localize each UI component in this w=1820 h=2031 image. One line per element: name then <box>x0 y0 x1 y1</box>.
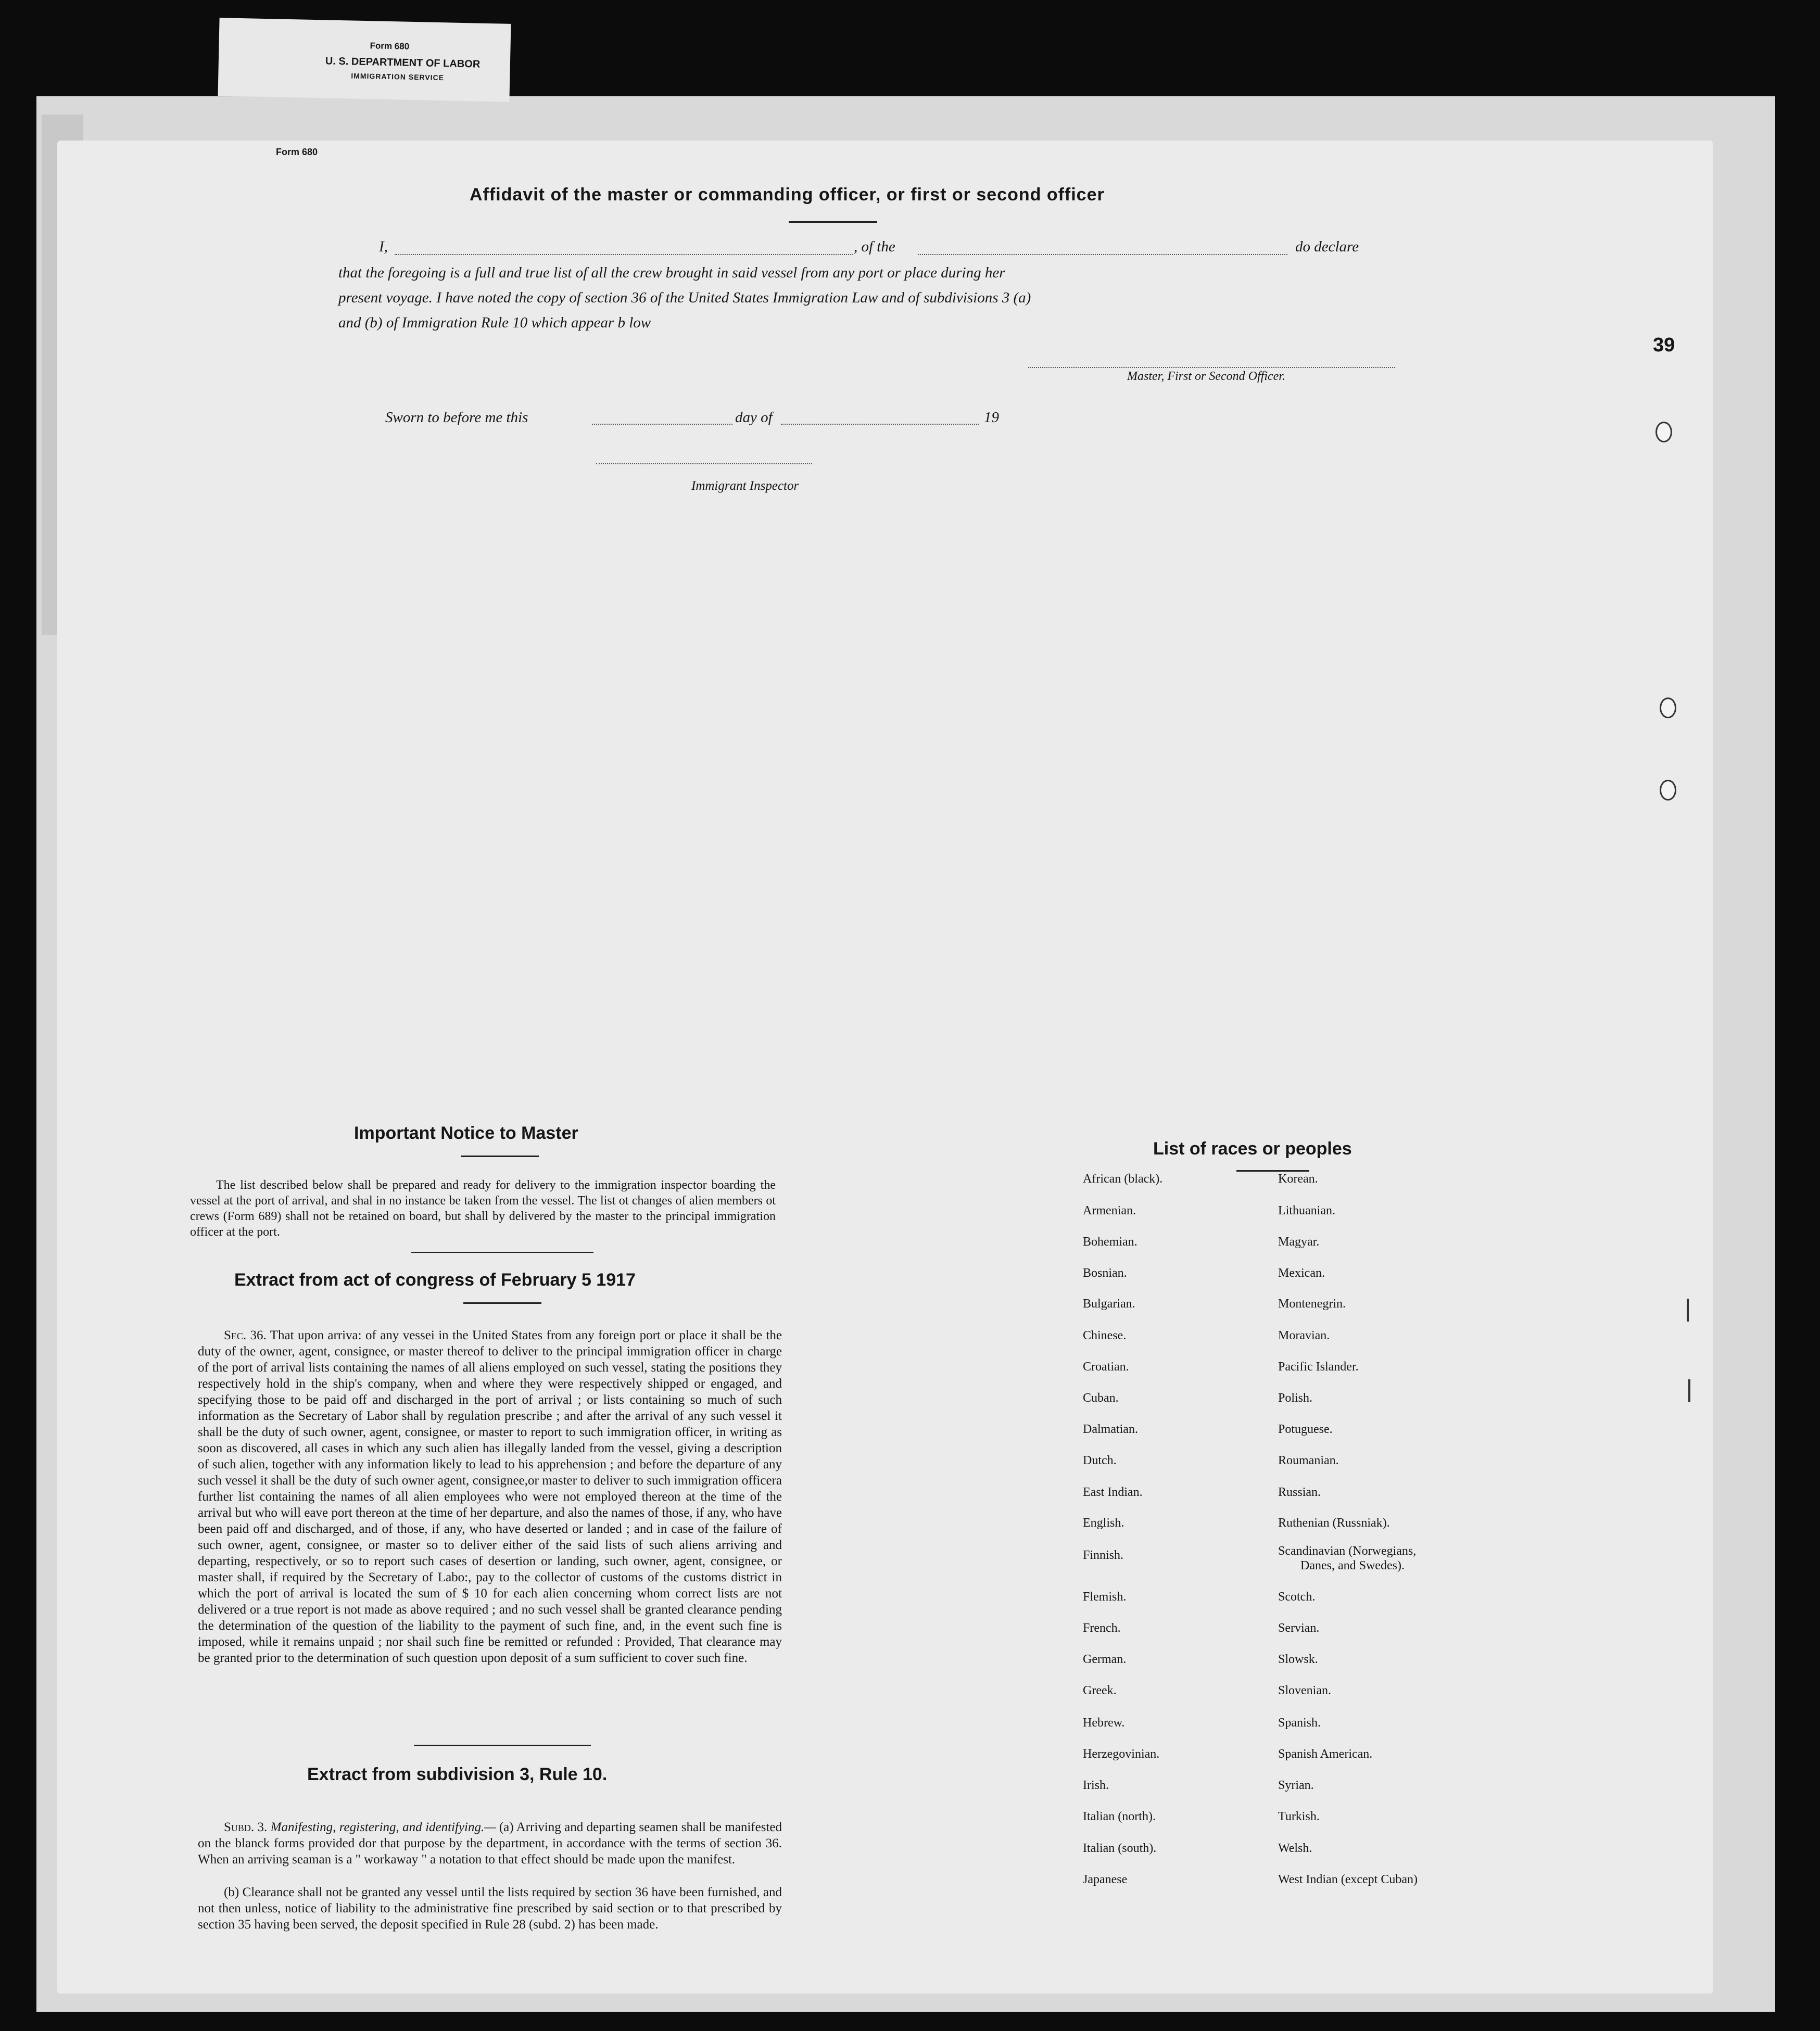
tab-form-label: Form 680 <box>370 41 410 52</box>
inspector-label: Immigrant Inspector <box>691 479 799 493</box>
race-item-right: Lithuanian. <box>1278 1204 1335 1217</box>
act-text <box>198 1327 782 1666</box>
race-item-right: Korean. <box>1278 1172 1318 1186</box>
affidavit-do-declare: do declare <box>1295 238 1359 255</box>
race-item-right: Magyar. <box>1278 1235 1320 1249</box>
sworn-line <box>385 409 1114 426</box>
act-body: That upon arriva: of any vessei in the United States from any foreign port or place it shall be the duty of the owner, agent, consignee, or master thereof to deliver to the principal immigration officer in charge of the port of arrival lists containing the names of all aliens employed on such vessel, stating the positions they respectively hold in the ship's company, when and where they were respectively shipped or engaged, and specifying those to be paid off and discharged in the port of arrival ; or lists containing so much of such information as the Secretary of Labor shall by regulation prescribe ; and after the arrival of any such vessel it shall be the duty of such owner, agent, consignee, or master to report to such immigration officer, in writing as soon as discovered, all cases in which any such alien has illegally landed from the vessel, giving a description of such alien, together with any information likely to lead to his apprehension ; and before the departure of any such vessel it shall be the duty of such owner agent, consignee,or master to deliver to such immigration officera further list containing the names of all alien employees who were not employed thereon at the time of the arrival but who will eave port thereon at the time of her departure, and also the names of those, if any, who have been paid off and discharged, and of those, if any, who have deserted or landed ; and in case of the failure of such owner, agent, consignee, or master so to deliver either of the said lists of such aliens arriving and departing, respectively, or so to report such cases of desertion or landing, such owner, agent, consignee, or master shall, if required by the Secretary of Labo:, pay to the collector of customs of the customs district in which the port of arrival is located the sum of $ 10 for each alien concerning whom correct lists are not delivered or a true report is not made as above required ; and no such vessel shall be granted clearance pending the determination of the question of the liability to the payment of such fine, and, in the event such fine is imposed, while it remains unpaid ; nor shail such fine be remitted or refunded : Provided, That clearance may be granted prior to the determination of such question upon deposit of a sum sufficient to cover such fine. <box>198 1328 782 1665</box>
sworn-text: Sworn to before me this <box>385 409 528 426</box>
race-item-right: Spanish. <box>1278 1716 1321 1730</box>
race-item-right: Potuguese. <box>1278 1423 1333 1436</box>
notice-text: The list described below shall be prepared and ready for delivery to the immigration inspector boarding the vessel at the port of arrival, and shal in no instance be taken from the vessel. The list ot changes of alien members ot crews (Form 689) shall not be retained on board, but shall by delivered by the master to the principal immigration officer at the port. <box>190 1178 776 1239</box>
act-title: Extract from act of congress of February 5 1917 <box>234 1270 636 1290</box>
race-item-left: Bosnian. <box>1083 1266 1127 1280</box>
form-number: Form 680 <box>276 147 318 157</box>
race-item-left: Croatian. <box>1083 1360 1129 1374</box>
races-title-rule <box>1236 1170 1309 1172</box>
race-item-left: African (black). <box>1083 1172 1163 1186</box>
vessel-blank <box>918 254 1287 255</box>
race-item-left: Italian (south). <box>1083 1842 1157 1855</box>
race-item-left: Cuban. <box>1083 1391 1119 1405</box>
punch-hole <box>1655 422 1672 442</box>
race-item-right: Mexican. <box>1278 1266 1325 1280</box>
affidavit-line-2: that the foregoing is a full and true list of all the crew brought in said vessel from any port or place during her <box>338 264 1005 281</box>
act-divider <box>414 1745 591 1746</box>
race-item-right: Pacific Islander. <box>1278 1360 1359 1374</box>
document-page <box>57 141 1713 1994</box>
month-blank <box>781 424 979 425</box>
day-of-text: day of <box>735 409 773 426</box>
tab-department: U. S. DEPARTMENT OF LABOR <box>325 55 481 70</box>
signature-blank <box>1028 367 1395 368</box>
race-item-right: Scotch. <box>1278 1590 1316 1604</box>
race-item-right: Danes, and Swedes). <box>1300 1559 1405 1572</box>
race-item-left: East Indian. <box>1083 1486 1143 1499</box>
rule-title: Extract from subdivision 3, Rule 10. <box>307 1765 608 1784</box>
race-item-left: Hebrew. <box>1083 1716 1125 1730</box>
race-item-left: Finnish. <box>1083 1548 1124 1562</box>
affidavit-title-rule <box>789 221 877 223</box>
rule-subd-heading: Manifesting, registering, and identifying.— <box>270 1820 496 1834</box>
notice-divider <box>411 1252 593 1253</box>
punch-hole <box>1660 697 1676 718</box>
year-text: 19 <box>984 409 999 426</box>
tab-service: IMMIGRATION SERVICE <box>351 71 445 82</box>
affidavit-line-3: present voyage. I have noted the copy of section 36 of the United States Immigration Law and of subdivisions 3 (a) <box>338 289 1031 306</box>
rule-text-b: (b) Clearance shall not be granted any vessel until the lists required by section 36 have been furnished, and not then unless, notice of liability to the administrative fine prescribed by said section or to that prescribed by section 35 having been served, the deposit specified in Rule 28 (subd. 2) has been made. <box>198 1885 782 1932</box>
margin-mark <box>1687 1299 1689 1322</box>
affidavit-line-4: and (b) of Immigration Rule 10 which appear b low <box>338 314 651 331</box>
race-item-left: Japanese <box>1083 1873 1128 1886</box>
punch-hole <box>1660 780 1676 801</box>
race-item-left: English. <box>1083 1516 1124 1530</box>
races-title: List of races or peoples <box>1153 1139 1352 1159</box>
race-item-right: Roumanian. <box>1278 1454 1339 1467</box>
race-item-right: Syrian. <box>1278 1779 1314 1792</box>
act-title-rule <box>463 1302 541 1304</box>
affidavit-title: Affidavit of the master or commanding officer, or first or second officer <box>470 185 1105 205</box>
race-item-left: Greek. <box>1083 1684 1117 1697</box>
affidavit-of-the: , of the <box>854 238 895 255</box>
margin-mark <box>1688 1379 1690 1402</box>
race-item-right: Ruthenian (Russniak). <box>1278 1516 1390 1530</box>
race-item-right: Spanish American. <box>1278 1747 1373 1761</box>
race-item-right: Welsh. <box>1278 1842 1312 1855</box>
race-item-left: French. <box>1083 1621 1121 1635</box>
race-item-left: Irish. <box>1083 1779 1109 1792</box>
race-item-left: Dutch. <box>1083 1454 1117 1467</box>
inspector-signature-blank <box>596 463 812 464</box>
race-item-left: Armenian. <box>1083 1204 1136 1217</box>
race-item-left: Herzegovinian. <box>1083 1747 1160 1761</box>
race-item-right: Scandinavian (Norwegians, <box>1278 1544 1417 1558</box>
rule-subd-label: Subd. 3. <box>224 1820 268 1834</box>
form-tab <box>218 18 511 102</box>
race-item-right: West Indian (except Cuban) <box>1278 1873 1418 1886</box>
race-item-left: Italian (north). <box>1083 1810 1156 1823</box>
race-item-left: Chinese. <box>1083 1329 1127 1342</box>
race-item-right: Turkish. <box>1278 1810 1320 1823</box>
race-item-right: Montenegrin. <box>1278 1297 1346 1311</box>
race-item-left: Bohemian. <box>1083 1235 1138 1249</box>
race-item-left: Flemish. <box>1083 1590 1127 1604</box>
act-section-label: Sec. 36. <box>224 1328 267 1342</box>
race-item-right: Slowsk. <box>1278 1653 1318 1666</box>
race-item-right: Russian. <box>1278 1486 1321 1499</box>
affidavit-line-1 <box>379 238 1410 256</box>
page-number: 39 <box>1653 334 1675 356</box>
affidavit-i: I, <box>379 238 388 255</box>
race-item-left: Dalmatian. <box>1083 1423 1138 1436</box>
rule-text-a <box>198 1819 782 1868</box>
race-item-left: Bulgarian. <box>1083 1297 1135 1311</box>
race-item-right: Slovenian. <box>1278 1684 1331 1697</box>
race-item-right: Polish. <box>1278 1391 1313 1405</box>
rule-text-a-body: (a) Arriving and departing seamen shall be manifested on the blanck forms provided dor that purpose by the department, in accordance with the terms of section 36. When an arriving seaman is a " workaway " a notation to that effect should be made upon the manifest. <box>198 1820 782 1867</box>
signature-label: Master, First or Second Officer. <box>1127 370 1285 383</box>
notice-title: Important Notice to Master <box>354 1123 578 1143</box>
race-item-right: Servian. <box>1278 1621 1320 1635</box>
name-blank <box>395 254 853 255</box>
notice-title-rule <box>461 1156 539 1157</box>
race-item-right: Moravian. <box>1278 1329 1330 1342</box>
day-blank <box>592 424 732 425</box>
race-item-left: German. <box>1083 1653 1127 1666</box>
